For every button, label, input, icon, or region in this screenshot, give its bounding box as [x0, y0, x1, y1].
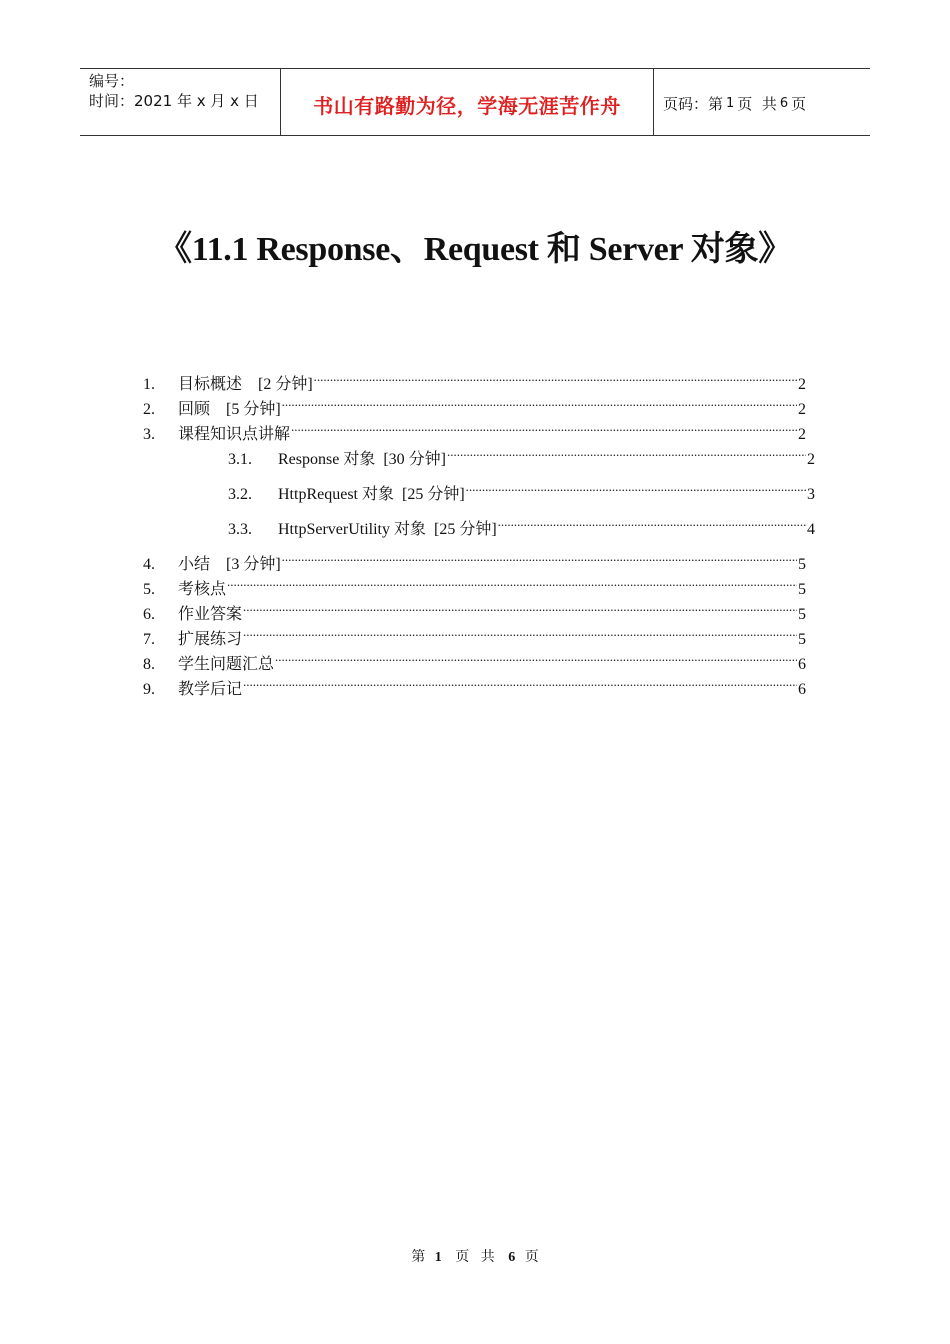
toc-item-label: 教学后记 — [178, 681, 243, 698]
footer-mid-1: 页 — [455, 1250, 470, 1265]
toc-item-number: 5. — [143, 581, 155, 598]
toc-item-6[interactable] — [143, 594, 815, 623]
toc-subitem-page: 4 — [807, 521, 815, 538]
header-page-info — [654, 69, 870, 135]
header-meta — [80, 69, 281, 135]
toc-item-page: 2 — [798, 426, 806, 443]
header-page-prefix: 页码：第 — [663, 94, 724, 113]
toc-leader — [498, 509, 806, 534]
toc-item-9[interactable] — [143, 669, 815, 698]
toc-leader — [466, 474, 806, 499]
toc-item-page: 6 — [798, 681, 806, 698]
page-header — [80, 68, 870, 136]
toc-item-label: 作业答案 — [178, 606, 243, 623]
header-page-total: 6 — [779, 95, 789, 111]
toc-leader — [227, 569, 797, 594]
toc-subitem-label: HttpRequest 对象 [25 分钟] — [278, 486, 465, 503]
toc-leader — [447, 439, 806, 464]
footer-page-total: 6 — [508, 1250, 516, 1265]
footer-prefix: 第 — [411, 1250, 426, 1265]
toc-item-page: 6 — [798, 656, 806, 673]
toc-item-7[interactable] — [143, 619, 815, 648]
toc-item-page: 2 — [798, 401, 806, 418]
toc-item-label: 扩展练习 — [178, 631, 243, 648]
header-motto: 书山有路勤为径，学海无涯苦作舟 — [281, 69, 654, 135]
toc-leader — [275, 644, 797, 669]
toc-subitem-number: 3.3. — [228, 521, 252, 538]
toc-item-number: 9. — [143, 681, 155, 698]
toc-item-number: 6. — [143, 606, 155, 623]
document-title: 《11.1 Response、Request 和 Server 对象》 — [158, 231, 792, 268]
toc-item-5[interactable] — [143, 569, 815, 598]
header-page-suffix: 页 — [791, 94, 807, 113]
toc-leader — [314, 364, 797, 389]
toc-subitem-3-2[interactable] — [143, 474, 815, 509]
toc-item-number: 1. — [143, 376, 155, 393]
toc-item-label: 目标概述 [2 分钟] — [178, 376, 313, 393]
toc-item-number: 7. — [143, 631, 155, 648]
table-of-contents — [143, 364, 815, 698]
footer-page-current: 1 — [434, 1250, 442, 1265]
serial-label: 编号： — [89, 72, 135, 90]
toc-item-page: 5 — [798, 606, 806, 623]
toc-item-label: 小结 [3 分钟] — [178, 556, 281, 573]
toc-leader — [243, 669, 797, 694]
toc-item-page: 5 — [798, 556, 806, 573]
toc-subitem-number: 3.1. — [228, 451, 252, 468]
footer-mid-2: 共 — [480, 1250, 495, 1265]
header-page-mid: 页 共 — [737, 94, 777, 113]
toc-subitem-label: HttpServerUtility 对象 [25 分钟] — [278, 521, 497, 538]
toc-leader — [291, 414, 797, 439]
page-footer — [0, 1246, 950, 1266]
toc-item-page: 2 — [798, 376, 806, 393]
header-page-current: 1 — [726, 95, 735, 111]
toc-leader — [282, 544, 797, 569]
toc-subitem-page: 2 — [807, 451, 815, 468]
toc-leader — [282, 389, 797, 414]
toc-item-page: 5 — [798, 631, 806, 648]
toc-leader — [243, 594, 797, 619]
toc-subitem-label: Response 对象 [30 分钟] — [278, 451, 446, 468]
toc-item-8[interactable] — [143, 644, 815, 673]
toc-subitem-number: 3.2. — [228, 486, 252, 503]
toc-item-label: 学生问题汇总 — [178, 656, 275, 673]
toc-item-label: 课程知识点讲解 — [178, 426, 291, 443]
time-label: 时间：2021 年 x 月 x 日 — [89, 92, 259, 110]
toc-subitem-3-3[interactable] — [143, 509, 815, 544]
footer-suffix: 页 — [524, 1250, 539, 1265]
toc-leader — [243, 619, 797, 644]
toc-item-4[interactable] — [143, 544, 815, 573]
toc-item-number: 2. — [143, 401, 155, 418]
toc-item-number: 3. — [143, 426, 155, 443]
toc-item-label: 考核点 — [178, 581, 227, 598]
toc-item-number: 8. — [143, 656, 155, 673]
toc-item-number: 4. — [143, 556, 155, 573]
toc-item-1[interactable] — [143, 364, 815, 393]
toc-item-page: 5 — [798, 581, 806, 598]
toc-subitem-page: 3 — [807, 486, 815, 503]
toc-item-label: 回顾 [5 分钟] — [178, 401, 281, 418]
